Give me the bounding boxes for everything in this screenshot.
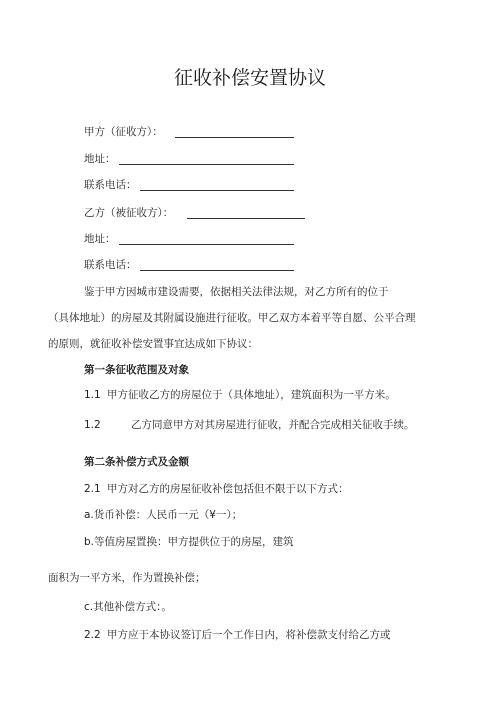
party-a-name-label: 甲方（征收方）：: [84, 126, 163, 138]
clause-1-2-text: 乙方同意甲方对其房屋进行征收，并配合完成相关征收手续。: [131, 419, 415, 431]
party-b-name-blank: [187, 218, 305, 219]
clause-1-1-number: 1.1: [84, 389, 101, 401]
preamble-line-3: 的原则，就征收补偿安置事宜达成如下协议：: [48, 338, 258, 350]
party-a-phone-blank: [140, 190, 294, 191]
party-a-name-blank: [175, 137, 294, 138]
preamble-line-2: （具体地址）的房屋及其附属设施进行征收。甲乙双方本着平等自愿、公平合理: [48, 312, 416, 324]
party-b-name-label: 乙方（被征收方）：: [84, 207, 174, 219]
party-b-phone-label: 联系电话：: [84, 259, 137, 271]
item-a-cash: a.货币补偿：人民币一元（¥一）；: [84, 509, 243, 521]
clause-1-1-text: 甲方征收乙方的房屋位于（具体地址），建筑面积为一平方米。: [107, 389, 396, 401]
article-1-heading: 第一条征收范围及对象: [84, 364, 189, 376]
party-a-address-blank: [119, 164, 294, 165]
item-b-swap: b.等值房屋置换：甲方提供位于的房屋，建筑: [84, 536, 294, 548]
document-title: 征收补偿安置协议: [173, 67, 326, 89]
clause-1-2-number: 1.2: [84, 419, 101, 431]
preamble-line-1: 鉴于甲方因城市建设需要，依据相关法律法规，对乙方所有的位于: [84, 286, 389, 298]
clause-2-1-number: 2.1: [84, 483, 101, 495]
party-b-address-label: 地址：: [84, 233, 116, 245]
party-a-address-label: 地址：: [84, 153, 116, 165]
party-b-phone-blank: [140, 270, 294, 271]
item-b-continued: 面积为一平方米，作为置换补偿；: [48, 572, 206, 584]
clause-2-1-text: 甲方对乙方的房屋征收补偿包括但不限于以下方式：: [107, 483, 349, 495]
article-2-heading: 第二条补偿方式及金额: [84, 456, 189, 468]
party-a-phone-label: 联系电话：: [84, 179, 137, 191]
clause-2-2-number: 2.2: [84, 629, 101, 641]
clause-2-2-text: 甲方应于本协议签订后一个工作日内，将补偿款支付给乙方或: [107, 629, 391, 641]
item-c-other: c.其他补偿方式：。: [84, 601, 172, 613]
party-b-address-blank: [119, 244, 294, 245]
